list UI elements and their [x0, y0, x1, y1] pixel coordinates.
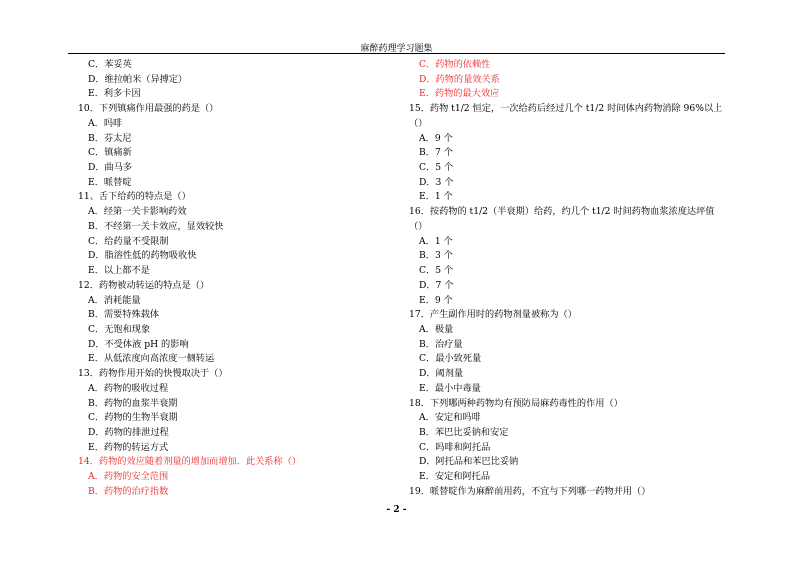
answer-option: C．镇痛新 — [88, 147, 132, 159]
answer-option: E．药物的最大效应 — [419, 88, 500, 100]
answer-option: B．治疗量 — [419, 338, 463, 350]
page-number: - 2 - — [386, 505, 407, 515]
answer-option: A．安定和吗啡 — [419, 412, 481, 424]
answer-option: D．药物的排泄过程 — [88, 426, 169, 438]
answer-option: E．安定和阿托品 — [419, 471, 491, 483]
question-text: 16．按药物的 t1/2（半衰期）给药，约几个 t1/2 时间药物血浆浓度达坪值 — [409, 206, 715, 218]
answer-option: A．经第一关卡影响药效 — [88, 206, 187, 218]
answer-option: D．维拉帕米（异搏定） — [88, 73, 188, 85]
answer-option: D．脂溶性低的药物吸收快 — [88, 250, 197, 262]
answer-option: A．极量 — [419, 323, 454, 335]
answer-option: C．药物的生物半衰期 — [88, 412, 178, 424]
answer-option: E．9 个 — [419, 294, 453, 306]
question-continuation: （） — [409, 220, 428, 232]
question-text: 10．下列镇痛作用最强的药是（） — [78, 103, 219, 115]
answer-option: E．药物的转运方式 — [88, 441, 169, 453]
answer-option: C．5 个 — [419, 265, 454, 277]
left-column — [78, 58, 408, 500]
page-header: 麻醉药理学习题集 — [360, 44, 433, 54]
answer-option: A．吗啡 — [88, 117, 123, 129]
answer-option: C．无饱和现象 — [88, 323, 151, 335]
answer-option: E．1 个 — [419, 191, 453, 203]
header-rule — [68, 53, 725, 54]
question-text: 17．产生副作用时的药物剂量被称为（） — [409, 309, 577, 321]
answer-option: E．最小中毒量 — [419, 382, 481, 394]
question-text: 12．药物被动转运的特点是（） — [78, 279, 210, 291]
answer-option: B．7 个 — [419, 147, 453, 159]
answer-option: A．药物的安全范围 — [88, 471, 169, 483]
answer-option: C．最小致死量 — [419, 353, 482, 365]
answer-option: D．3 个 — [419, 176, 454, 188]
answer-option: A．药物的吸收过程 — [88, 382, 169, 394]
answer-option: E．从低浓度向高浓度一侧转运 — [88, 353, 215, 365]
question-continuation: （） — [409, 117, 428, 129]
question-text: 15．药物 t1/2 恒定，一次给药后经过几个 t1/2 时间体内药物消除 96%以上 — [409, 103, 723, 115]
right-column — [409, 58, 739, 500]
answer-option: A．消耗能量 — [88, 294, 141, 306]
answer-option: D．阿托品和苯巴比妥钠 — [419, 456, 519, 468]
answer-option: B．需要特殊载体 — [88, 309, 160, 321]
question-text: 14．药物的效应随着剂量的增加而增加．此关系称（） — [78, 456, 302, 468]
answer-option: B．苯巴比妥钠和安定 — [419, 426, 509, 438]
question-text: 18．下列哪两种药物均有预防局麻药毒性的作用（） — [409, 397, 623, 409]
answer-option: C．5 个 — [419, 162, 454, 174]
answer-option: E．以上都不是 — [88, 265, 150, 277]
answer-option: B．芬太尼 — [88, 132, 132, 144]
answer-option: B．药物的治疗指数 — [88, 485, 169, 497]
answer-option: D．7 个 — [419, 279, 454, 291]
answer-option: E．利多卡因 — [88, 88, 141, 100]
answer-option: B．不经第一关卡效应，显效较快 — [88, 220, 224, 232]
answer-option: C．给药量不受限制 — [88, 235, 169, 247]
answer-option: D．药物的量效关系 — [419, 73, 500, 85]
question-text: 19．哌替啶作为麻醉前用药，不宜与下列哪一药物并用（） — [409, 485, 651, 497]
answer-option: C．苯妥英 — [88, 59, 132, 70]
question-text: 11、舌下给药的特点是（） — [78, 191, 191, 203]
answer-option: C．吗啡和阿托品 — [419, 441, 491, 453]
answer-option: C．药物的依赖性 — [419, 59, 491, 70]
answer-option: D．阈剂量 — [419, 368, 464, 380]
answer-option: B．药物的血浆半衰期 — [88, 397, 178, 409]
answer-option: D．曲马多 — [88, 162, 133, 174]
question-text: 13．药物作用开始的快慢取决于（） — [78, 368, 228, 380]
answer-option: E．哌替啶 — [88, 176, 132, 188]
answer-option: B．3 个 — [419, 250, 453, 262]
answer-option: A．1 个 — [419, 235, 453, 247]
answer-option: A．9 个 — [419, 132, 453, 144]
answer-option: D．不受体液 pH 的影响 — [88, 338, 189, 350]
